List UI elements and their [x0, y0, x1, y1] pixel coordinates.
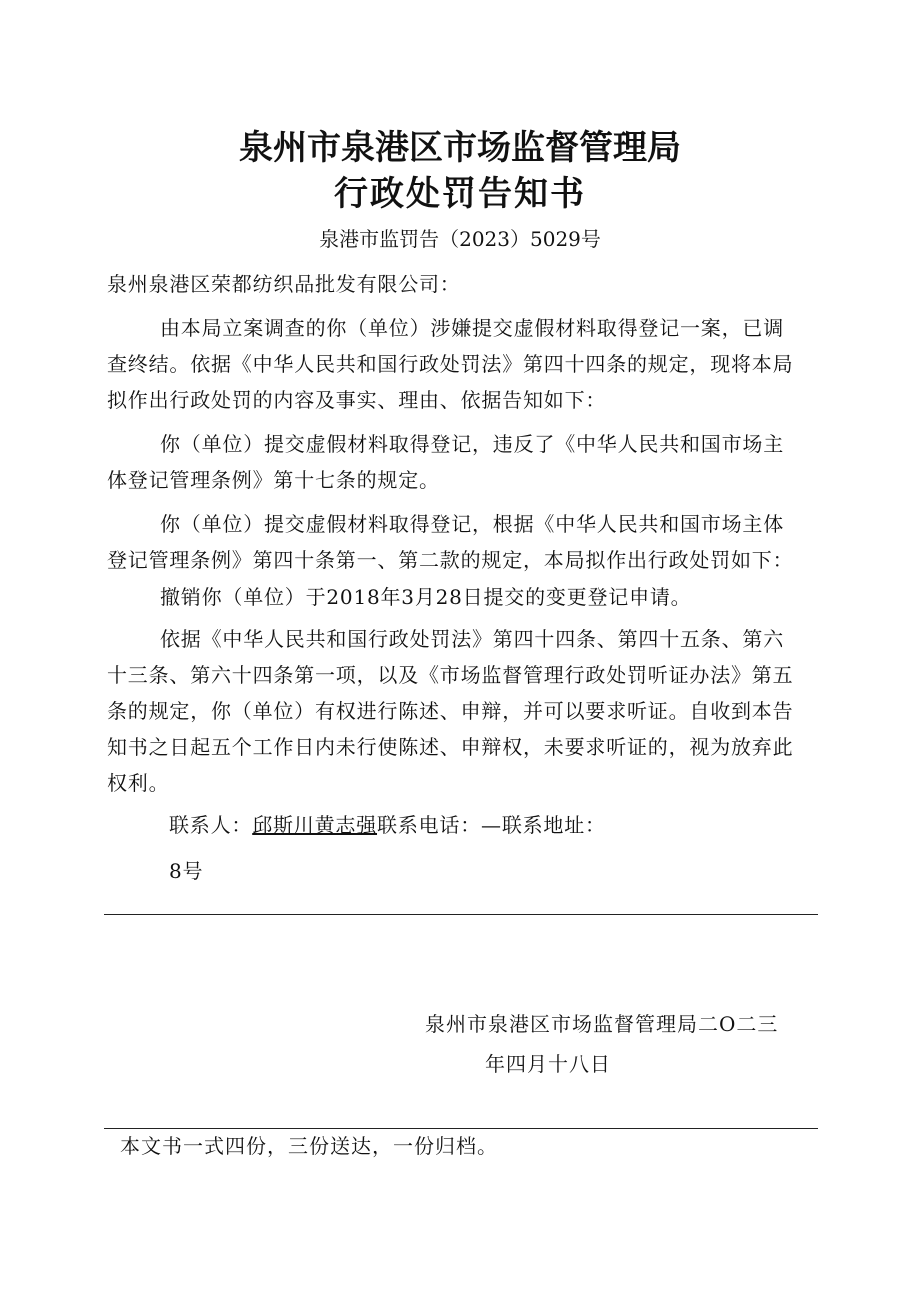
- paragraph-line: 登记管理条例》第四十条第一、第二款的规定，本局拟作出行政处罚如下：: [107, 548, 794, 572]
- paragraph-penalty: [107, 579, 822, 615]
- document-title-line2: 行政处罚告知书: [334, 174, 586, 214]
- paragraph-line: 由本局立案调查的你（单位）涉嫌提交虚假材料取得登记一案，已调: [160, 316, 784, 340]
- contact-person-names: 邱斯川黄志强: [252, 813, 378, 837]
- document-body: [107, 266, 822, 889]
- paragraph-line: 撤销你（单位）于2018年3月28日提交的变更登记申请。: [160, 585, 692, 609]
- paragraph-line: 体登记管理条例》第十七条的规定。: [107, 468, 440, 492]
- paragraph-violation: [107, 426, 822, 498]
- paragraph-line: 拟作出行政处罚的内容及事实、理由、依据告知如下：: [107, 388, 607, 412]
- contact-address-value: 8号: [169, 859, 204, 883]
- paragraph-line: 你（单位）提交虚假材料取得登记，根据《中华人民共和国市场主体: [160, 512, 784, 536]
- paragraph-line: 权利。: [107, 771, 170, 795]
- contact-address-label: 联系地址：: [501, 813, 606, 837]
- paragraph-rights: [107, 621, 822, 801]
- contact-phone-value: —: [481, 813, 502, 837]
- footer-note: 本文书一式四份，三份送达，一份归档。: [120, 1134, 498, 1158]
- paragraph-case-summary: [107, 310, 822, 418]
- contact-line: [107, 807, 822, 843]
- signature-date-line: 年四月十八日: [485, 1052, 611, 1076]
- divider-line: [104, 914, 818, 915]
- contact-person-label: 联系人：: [169, 813, 253, 837]
- signature-authority-line: 泉州市泉港区市场监督管理局二O二三: [425, 1012, 779, 1036]
- paragraph-line: 依据《中华人民共和国行政处罚法》第四十四条、第四十五条、第六: [160, 627, 784, 651]
- contact-info: [107, 807, 822, 889]
- paragraph-line: 知书之日起五个工作日内未行使陈述、申辩权，未要求听证的，视为放弃此: [107, 735, 794, 759]
- recipient-line: 泉州泉港区荣都纺织品批发有限公司：: [107, 272, 461, 296]
- document-number: 泉港市监罚告（2023）5029号: [319, 227, 601, 251]
- paragraph-line: 十三条、第六十四条第一项，以及《市场监督管理行政处罚听证办法》第五: [107, 663, 794, 687]
- paragraph-line: 查终结。依据《中华人民共和国行政处罚法》第四十四条的规定，现将本局: [107, 352, 794, 376]
- paragraph-line: 你（单位）提交虚假材料取得登记，违反了《中华人民共和国市场主: [160, 432, 784, 456]
- paragraph-penalty-basis: [107, 506, 822, 578]
- contact-phone-label: 联系电话：: [377, 813, 482, 837]
- paragraph-line: 条的规定，你（单位）有权进行陈述、申辩，并可以要求听证。自收到本告: [107, 699, 794, 723]
- document-title-line1: 泉州市泉港区市场监督管理局: [239, 128, 681, 168]
